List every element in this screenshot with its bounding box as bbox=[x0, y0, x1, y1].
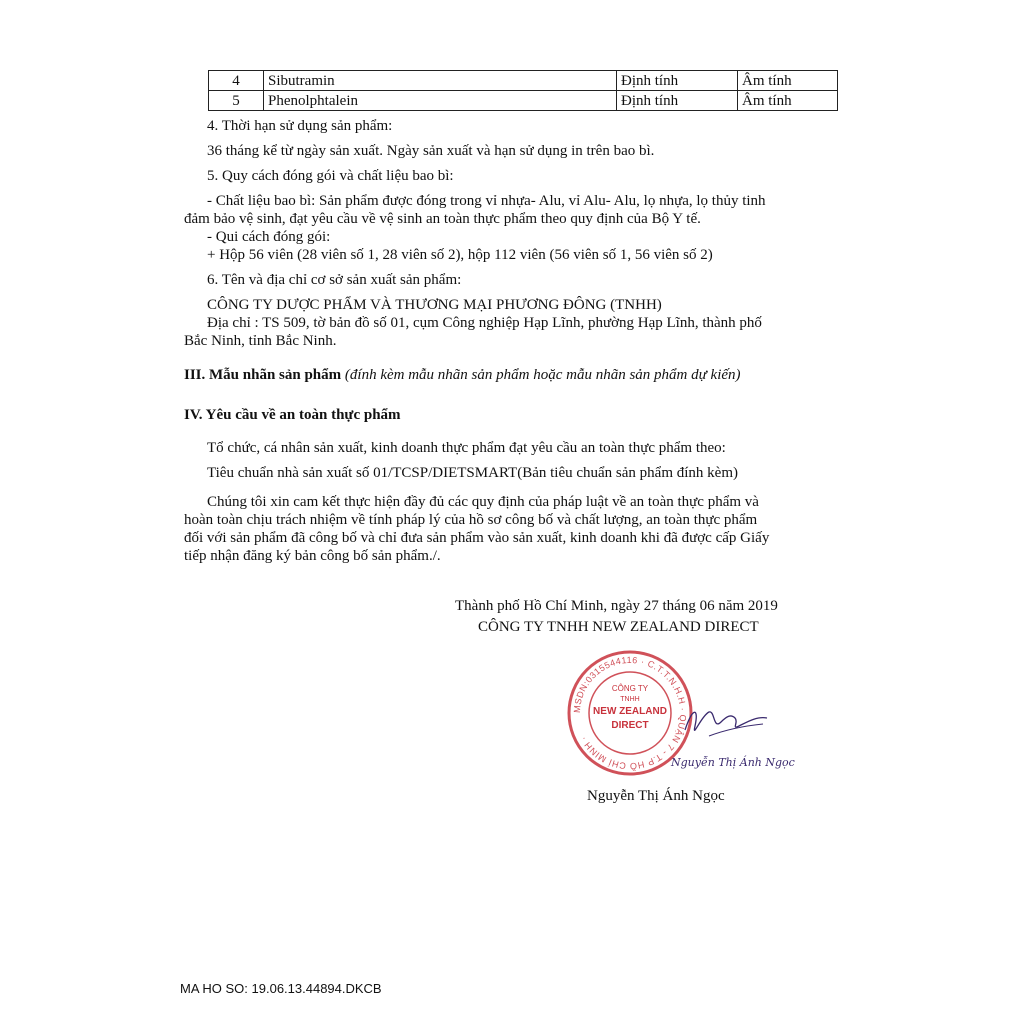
seal-line: TNHH bbox=[620, 696, 640, 703]
packaging-heading: 5. Quy cách đóng gói và chất liệu bao bì: bbox=[207, 168, 454, 184]
row-number: 5 bbox=[209, 91, 264, 111]
packaging-material-line: - Chất liệu bao bì: Sản phẩm được đóng trong vỉ nhựa- Alu, vỉ Alu- Alu, lọ nhựa, lọ thủy tinh bbox=[207, 193, 766, 209]
seal-line: DIRECT bbox=[611, 720, 649, 731]
section-iii-note: (đính kèm mẫu nhãn sản phẩm hoặc mẫu nhãn sản phẩm dự kiến) bbox=[344, 367, 741, 383]
table-row bbox=[209, 71, 838, 91]
manufacturer-name: CÔNG TY DƯỢC PHẨM VÀ THƯƠNG MẠI PHƯƠNG ĐÔNG (TNHH) bbox=[207, 297, 662, 313]
test-results-table bbox=[208, 70, 838, 111]
manufacturer-address: Bắc Ninh, tỉnh Bắc Ninh. bbox=[184, 333, 337, 349]
substance-name: Phenolphtalein bbox=[264, 91, 617, 111]
packaging-spec-label: - Qui cách đóng gói: bbox=[207, 229, 331, 245]
section-iv-heading: IV. Yêu cầu về an toàn thực phẩm bbox=[184, 407, 401, 423]
shelf-life-heading: 4. Thời hạn sử dụng sản phẩm: bbox=[207, 118, 393, 134]
substance-name: Sibutramin bbox=[264, 71, 617, 91]
test-result: Âm tính bbox=[738, 91, 838, 111]
manufacturer-heading: 6. Tên và địa chỉ cơ sở sản xuất sản phẩm: bbox=[207, 272, 462, 288]
safety-requirement-line: Tổ chức, cá nhân sản xuất, kinh doanh thực phẩm đạt yêu cầu an toàn thực phẩm theo: bbox=[207, 440, 726, 456]
commitment-line: đối với sản phẩm đã công bố và chỉ đưa sản phẩm vào sản xuất, kinh doanh khi đã được cấp Giấy bbox=[184, 530, 770, 546]
row-number: 4 bbox=[209, 71, 264, 91]
signing-company: CÔNG TY TNHH NEW ZEALAND DIRECT bbox=[478, 619, 759, 635]
test-method: Định tính bbox=[617, 71, 738, 91]
dossier-code: MA HO SO: 19.06.13.44894.DKCB bbox=[180, 981, 382, 996]
seal-line: CÔNG TY bbox=[611, 684, 649, 693]
section-iii-heading bbox=[184, 366, 741, 384]
safety-standard-line: Tiêu chuẩn nhà sản xuất số 01/TCSP/DIETSMART(Bản tiêu chuẩn sản phẩm đính kèm) bbox=[207, 465, 738, 481]
seal-line: NEW ZEALAND bbox=[593, 706, 667, 717]
seal-ring-text: MSDN:0315544116 · C.T.T.N.H.H · QUẬN 7 - T.P HỒ CHÍ MINH · bbox=[571, 654, 689, 772]
test-method: Định tính bbox=[617, 91, 738, 111]
signature-script: Nguyễn Thị Ánh Ngọc bbox=[671, 756, 795, 769]
packaging-spec-line: + Hộp 56 viên (28 viên số 1, 28 viên số 2), hộp 112 viên (56 viên số 1, 56 viên số 2) bbox=[207, 247, 713, 263]
packaging-material-line: đảm bảo vệ sinh, đạt yêu cầu về vệ sinh an toàn thực phẩm theo quy định của Bộ Y tế. bbox=[184, 211, 701, 227]
table-row bbox=[209, 91, 838, 111]
section-iii-title: III. Mẫu nhãn sản phẩm bbox=[184, 367, 342, 383]
handwritten-signature bbox=[665, 696, 805, 776]
commitment-line: tiếp nhận đăng ký bản công bố sản phẩm./. bbox=[184, 548, 441, 564]
shelf-life-text: 36 tháng kể từ ngày sản xuất. Ngày sản xuất và hạn sử dụng in trên bao bì. bbox=[207, 143, 655, 159]
place-and-date: Thành phố Hồ Chí Minh, ngày 27 tháng 06 năm 2019 bbox=[455, 598, 778, 614]
manufacturer-address: Địa chỉ : TS 509, tờ bản đồ số 01, cụm Công nghiệp Hạp Lĩnh, phường Hạp Lĩnh, thành phố bbox=[207, 315, 762, 331]
test-result: Âm tính bbox=[738, 71, 838, 91]
signer-name: Nguyễn Thị Ánh Ngọc bbox=[587, 788, 725, 804]
commitment-line: hoàn toàn chịu trách nhiệm về tính pháp lý của hồ sơ công bố và chất lượng, an toàn thực phẩm bbox=[184, 512, 758, 528]
commitment-line: Chúng tôi xin cam kết thực hiện đầy đủ các quy định của pháp luật về an toàn thực phẩm và bbox=[207, 494, 759, 510]
